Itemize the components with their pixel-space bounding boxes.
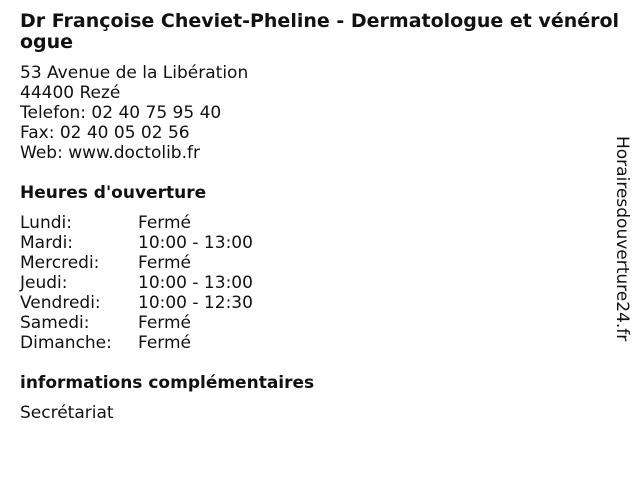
fax-number: Fax: 02 40 05 02 56 <box>20 123 190 143</box>
hours-row-monday <box>20 213 620 233</box>
listing-content <box>20 11 620 423</box>
website: Web: www.doctolib.fr <box>20 143 200 163</box>
hours-row-tuesday <box>20 233 620 253</box>
hours-row-wednesday <box>20 253 620 273</box>
postal-city: 44400 Rezé <box>20 83 121 103</box>
day-hours: Fermé <box>138 313 192 333</box>
day-hours: 10:00 - 12:30 <box>138 293 253 313</box>
street-address: 53 Avenue de la Libération <box>20 63 249 83</box>
day-label: Mercredi: <box>20 253 100 273</box>
day-hours: Fermé <box>138 333 192 353</box>
hours-row-saturday <box>20 313 620 333</box>
day-hours: Fermé <box>138 213 192 233</box>
day-label: Samedi: <box>20 313 90 333</box>
extra-info-heading: informations complémentaires <box>20 373 315 393</box>
day-hours: Fermé <box>138 253 192 273</box>
page-title: Dr Françoise Cheviet-Pheline - Dermatologue et vénérologue <box>20 10 620 53</box>
hours-row-thursday <box>20 273 620 293</box>
hours-row-sunday <box>20 333 620 353</box>
day-hours: 10:00 - 13:00 <box>138 273 253 293</box>
day-label: Mardi: <box>20 233 74 253</box>
day-label: Vendredi: <box>20 293 101 313</box>
day-label: Lundi: <box>20 213 72 233</box>
day-label: Jeudi: <box>20 273 68 293</box>
brand-watermark: Horairesdouverture24.fr <box>612 136 632 342</box>
hours-list <box>20 213 620 353</box>
hours-heading: Heures d'ouverture <box>20 183 207 203</box>
day-hours: 10:00 - 13:00 <box>138 233 253 253</box>
extra-info-text: Secrétariat <box>20 403 114 423</box>
hours-row-friday <box>20 293 620 313</box>
phone-number: Telefon: 02 40 75 95 40 <box>20 103 222 123</box>
address-block <box>20 63 620 163</box>
day-label: Dimanche: <box>20 333 112 353</box>
